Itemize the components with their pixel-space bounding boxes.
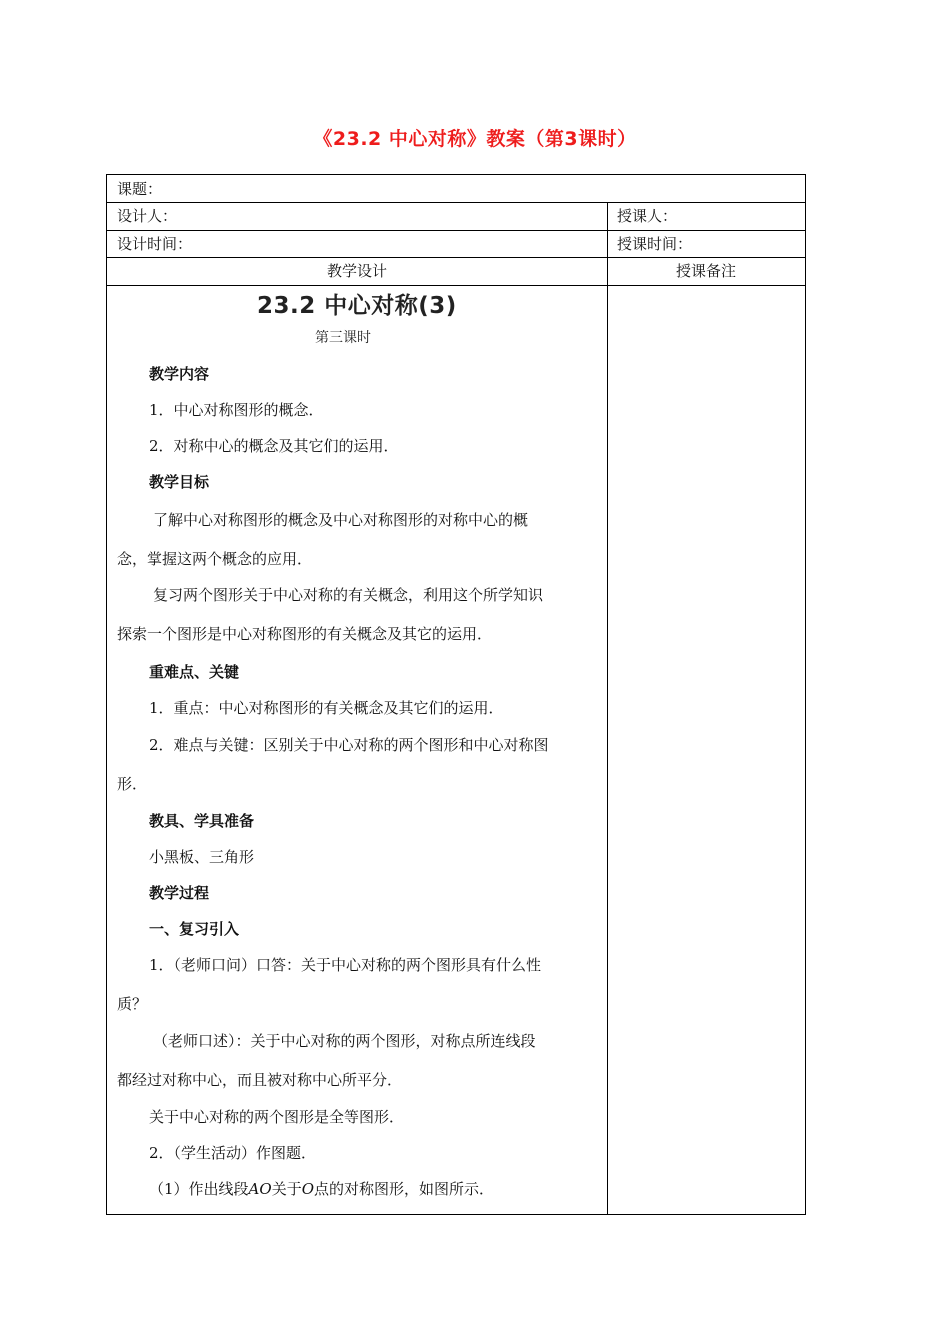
- paragraph: 了解中心对称图形的概念及中心对称图形的对称中心的概: [153, 511, 529, 529]
- paragraph: 复习两个图形关于中心对称的有关概念，利用这个所学知识: [153, 586, 544, 604]
- lesson-heading: 23.2 中心对称(3): [257, 293, 457, 319]
- paragraph: 探索一个图形是中心对称图形的有关概念及其它的运用．: [117, 625, 493, 643]
- section-heading: 教学过程: [149, 884, 210, 902]
- point-label: O: [301, 1180, 315, 1198]
- section-heading: 教学内容: [149, 365, 210, 383]
- paragraph: 关于中心对称的两个图形是全等图形．: [149, 1108, 405, 1126]
- paragraph: （老师口述）：关于中心对称的两个图形，对称点所连线段: [153, 1032, 536, 1050]
- paragraph: [149, 1178, 494, 1199]
- section-heading: 一、复习引入: [149, 920, 240, 938]
- text-run: （1）作出线段: [149, 1180, 249, 1198]
- row-divider: [107, 230, 805, 231]
- text-run: 点的对称图形，如图所示．: [314, 1180, 495, 1198]
- teacher-label: 授课人：: [617, 207, 678, 225]
- section-heading: 重难点、关键: [149, 663, 240, 681]
- paragraph: 1．（老师口问）口答：关于中心对称的两个图形具有什么性: [149, 956, 542, 974]
- document-title: 《23.2 中心对称》教案（第3课时）: [313, 128, 637, 150]
- designer-label: 设计人：: [117, 207, 178, 225]
- section-heading: 教具、学具准备: [149, 812, 255, 830]
- column-header-notes: 授课备注: [675, 262, 736, 280]
- paragraph: 2．难点与关键：区别关于中心对称的两个图形和中心对称图: [149, 736, 549, 754]
- row-divider: [107, 285, 805, 286]
- segment-label: AO: [248, 1180, 272, 1198]
- topic-label: 课题：: [117, 180, 163, 198]
- teach-time-label: 授课时间：: [617, 235, 693, 253]
- paragraph: 念，掌握这两个概念的应用．: [117, 550, 313, 568]
- row-divider: [107, 202, 805, 203]
- paragraph: 小黑板、三角形: [149, 848, 255, 866]
- text-run: 关于: [271, 1180, 302, 1198]
- row-divider: [107, 257, 805, 258]
- paragraph: 2．（学生活动）作图题．: [149, 1144, 317, 1162]
- paragraph: 1．重点：中心对称图形的有关概念及其它们的运用．: [149, 699, 504, 717]
- paragraph: 质？: [117, 995, 148, 1013]
- lesson-plan-table: [106, 174, 806, 1215]
- design-time-label: 设计时间：: [117, 235, 193, 253]
- paragraph: 1．中心对称图形的概念．: [149, 401, 324, 419]
- column-header-design: 教学设计: [326, 262, 387, 280]
- paragraph: 2．对称中心的概念及其它们的运用．: [149, 437, 399, 455]
- lesson-subheading: 第三课时: [315, 330, 371, 346]
- paragraph: 都经过对称中心，而且被对称中心所平分．: [117, 1071, 403, 1089]
- column-divider: [607, 202, 608, 1214]
- section-heading: 教学目标: [149, 473, 210, 491]
- paragraph: 形．: [117, 775, 148, 793]
